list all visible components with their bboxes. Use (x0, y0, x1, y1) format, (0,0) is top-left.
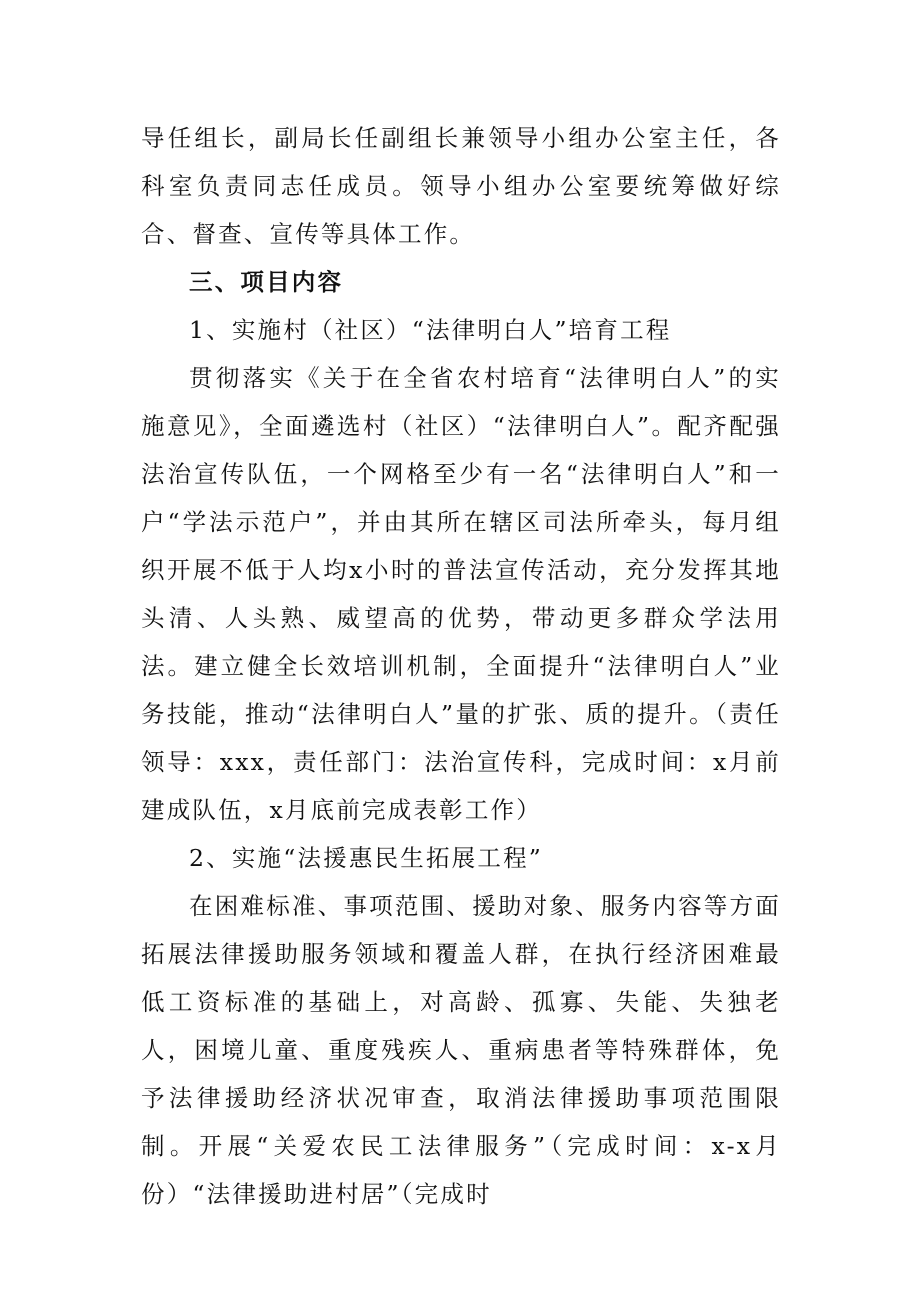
document-body (141, 114, 781, 1218)
paragraph-legal-aid: 在困难标准、事项范围、援助对象、服务内容等方面拓展法律援助服务领域和覆盖人群，在执行经济困难最低工资标准的基础上，对高龄、孤寡、失能、失独老人，困境儿童、重度残疾人、重病患者等特殊群体，免予法律援助经济状况审查，取消法律援助事项范围限制。开展“关爱农民工法律服务”（完成时间：x-x月份）“法律援助进村居”（完成时 (141, 892, 781, 1208)
paragraph-leadership-group: 导任组长，副局长任副组长兼领导小组办公室主任，各科室负责同志任成员。领导小组办公室要统筹做好综合、督查、宣传等具体工作。 (141, 124, 781, 248)
subsection-heading-legal-literate-person: 1、实施村（社区）“法律明白人”培育工程 (189, 316, 672, 344)
subsection-heading-legal-aid: 2、实施“法援惠民生拓展工程” (189, 844, 543, 872)
section-heading-project-content: 三、项目内容 (189, 268, 344, 296)
paragraph-legal-literate-person: 贯彻落实《关于在全省农村培育“法律明白人”的实施意见》，全面遴选村（社区）“法律明白人”。配齐配强法治宣传队伍，一个网格至少有一名“法律明白人”和一户“学法示范户”，并由其所在辖区司法所牵头，每月组织开展不低于人均x小时的普法宣传活动，充分发挥其地头清、人头熟、威望高的优势，带动更多群众学法用法。建立健全长效培训机制，全面提升“法律明白人”业务技能，推动“法律明白人”量的扩张、质的提升。（责任领导：xxx，责任部门：法治宣传科，完成时间：x月前建成队伍，x月底前完成表彰工作） (141, 364, 781, 824)
